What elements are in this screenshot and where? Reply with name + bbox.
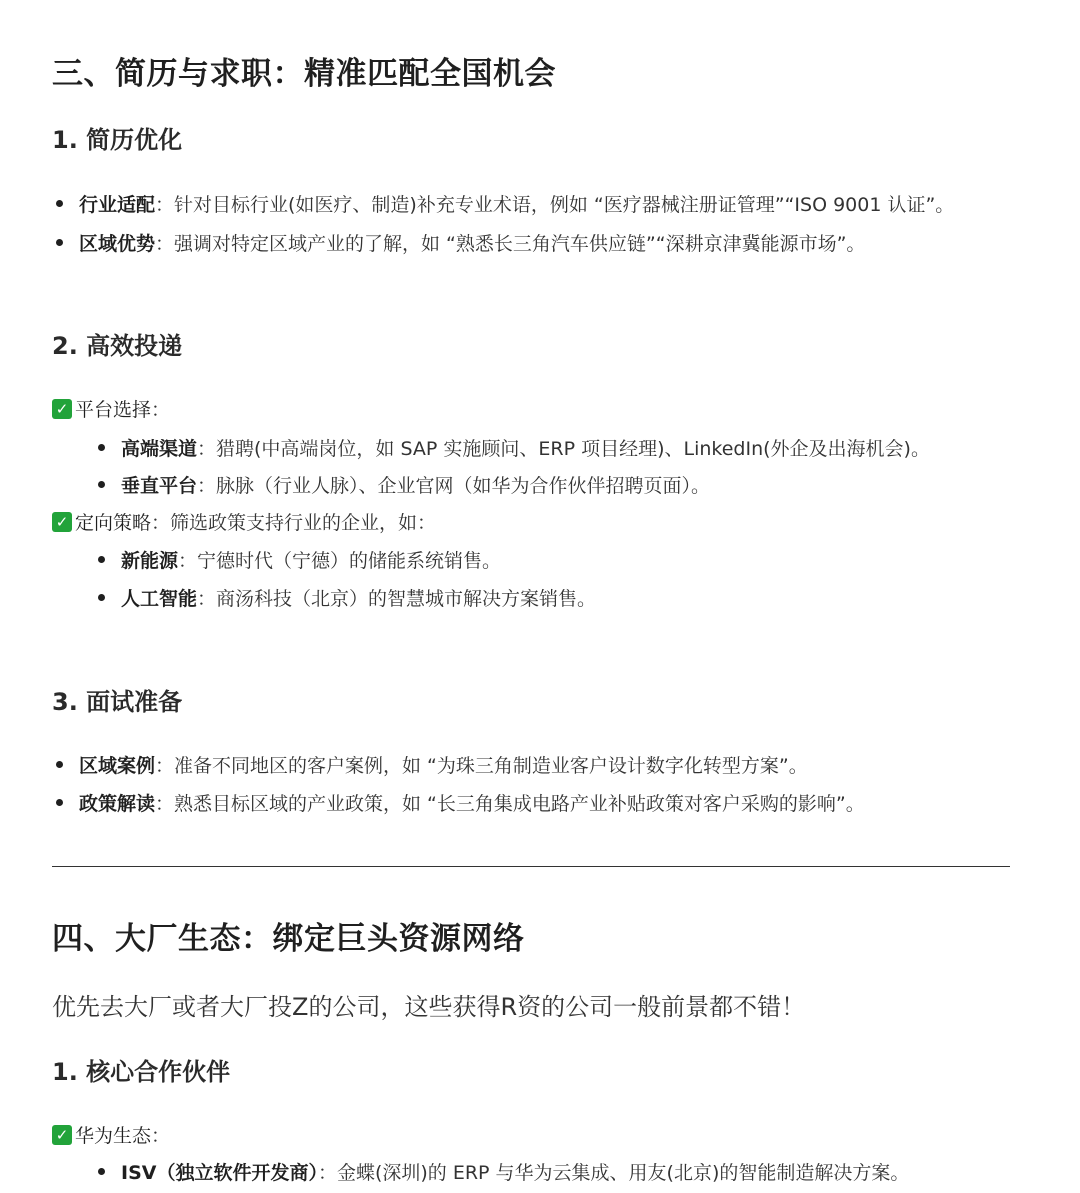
divider: [52, 866, 1010, 867]
item-text: ：商汤科技（北京）的智慧城市解决方案销售。: [197, 588, 597, 610]
list-item: [98, 546, 501, 573]
item-text: ：脉脉（行业人脉）、企业官网（如华为合作伙伴招聘页面）。: [197, 475, 711, 497]
subsection-resume-title: 1. 简历优化: [52, 126, 183, 154]
item-label: 高端渠道: [121, 438, 198, 460]
list-item: [56, 190, 954, 217]
bullet-icon: [98, 1168, 105, 1175]
item-label: 区域优势: [79, 233, 156, 255]
list-item: [98, 1158, 909, 1185]
group-text: ：筛选政策支持行业的企业，如：: [151, 512, 437, 534]
item-text: ：准备不同地区的客户案例，如 “为珠三角制造业客户设计数字化转型方案”。: [155, 755, 808, 777]
list-item: [98, 584, 596, 611]
group-platform: [52, 395, 170, 422]
check-icon: ✓: [52, 399, 72, 419]
list-item: [56, 751, 808, 778]
bullet-icon: [98, 594, 105, 601]
item-text: ：宁德时代（宁德）的储能系统销售。: [178, 550, 502, 572]
bullet-icon: [98, 481, 105, 488]
section-3-title: 三、简历与求职：精准匹配全国机会: [52, 56, 556, 92]
item-label: 政策解读: [79, 793, 156, 815]
group-strategy: [52, 508, 436, 535]
group-colon: ：: [151, 1125, 171, 1147]
list-item: [56, 229, 865, 256]
item-label: ISV（独立软件开发商）: [121, 1162, 318, 1184]
item-text: ：熟悉目标区域的产业政策，如 “长三角集成电路产业补贴政策对客户采购的影响”。: [155, 793, 865, 815]
list-item: [98, 471, 710, 498]
intro-paragraph: 优先去大厂或者大厂投Z的公司，这些获得R资的公司一般前景都不错！: [52, 993, 806, 1021]
bullet-icon: [56, 239, 63, 246]
item-label: 行业适配: [79, 194, 156, 216]
item-label: 区域案例: [79, 755, 156, 777]
list-item: [98, 434, 930, 461]
item-label: 新能源: [121, 550, 179, 572]
item-label: 垂直平台: [121, 475, 198, 497]
subsection-interview-title: 3. 面试准备: [52, 688, 183, 716]
section-4-title: 四、大厂生态：绑定巨头资源网络: [52, 921, 525, 957]
list-item: [56, 789, 865, 816]
item-label: 人工智能: [121, 588, 198, 610]
group-label: 华为生态: [75, 1125, 152, 1147]
subsection-partners-title: 1. 核心合作伙伴: [52, 1058, 231, 1086]
group-huawei: [52, 1121, 170, 1148]
item-text: ：金蝶(深圳)的 ERP 与华为云集成、用友(北京)的智能制造解决方案。: [317, 1162, 910, 1184]
group-colon: ：: [151, 399, 171, 421]
check-icon: ✓: [52, 512, 72, 532]
check-icon: ✓: [52, 1125, 72, 1145]
item-text: ：猎聘(中高端岗位，如 SAP 实施顾问、ERP 项目经理)、LinkedIn(外企及出海机会)。: [197, 438, 930, 460]
bullet-icon: [56, 761, 63, 768]
item-text: ：针对目标行业(如医疗、制造)补充专业术语，例如 “医疗器械注册证管理”“ISO 9001 认证”。: [155, 194, 955, 216]
group-label: 平台选择: [75, 399, 152, 421]
item-text: ：强调对特定区域产业的了解，如 “熟悉长三角汽车供应链”“深耕京津冀能源市场”。: [155, 233, 866, 255]
group-label: 定向策略: [75, 512, 152, 534]
bullet-icon: [98, 444, 105, 451]
subsection-delivery-title: 2. 高效投递: [52, 332, 183, 360]
bullet-icon: [98, 556, 105, 563]
bullet-icon: [56, 200, 63, 207]
bullet-icon: [56, 799, 63, 806]
